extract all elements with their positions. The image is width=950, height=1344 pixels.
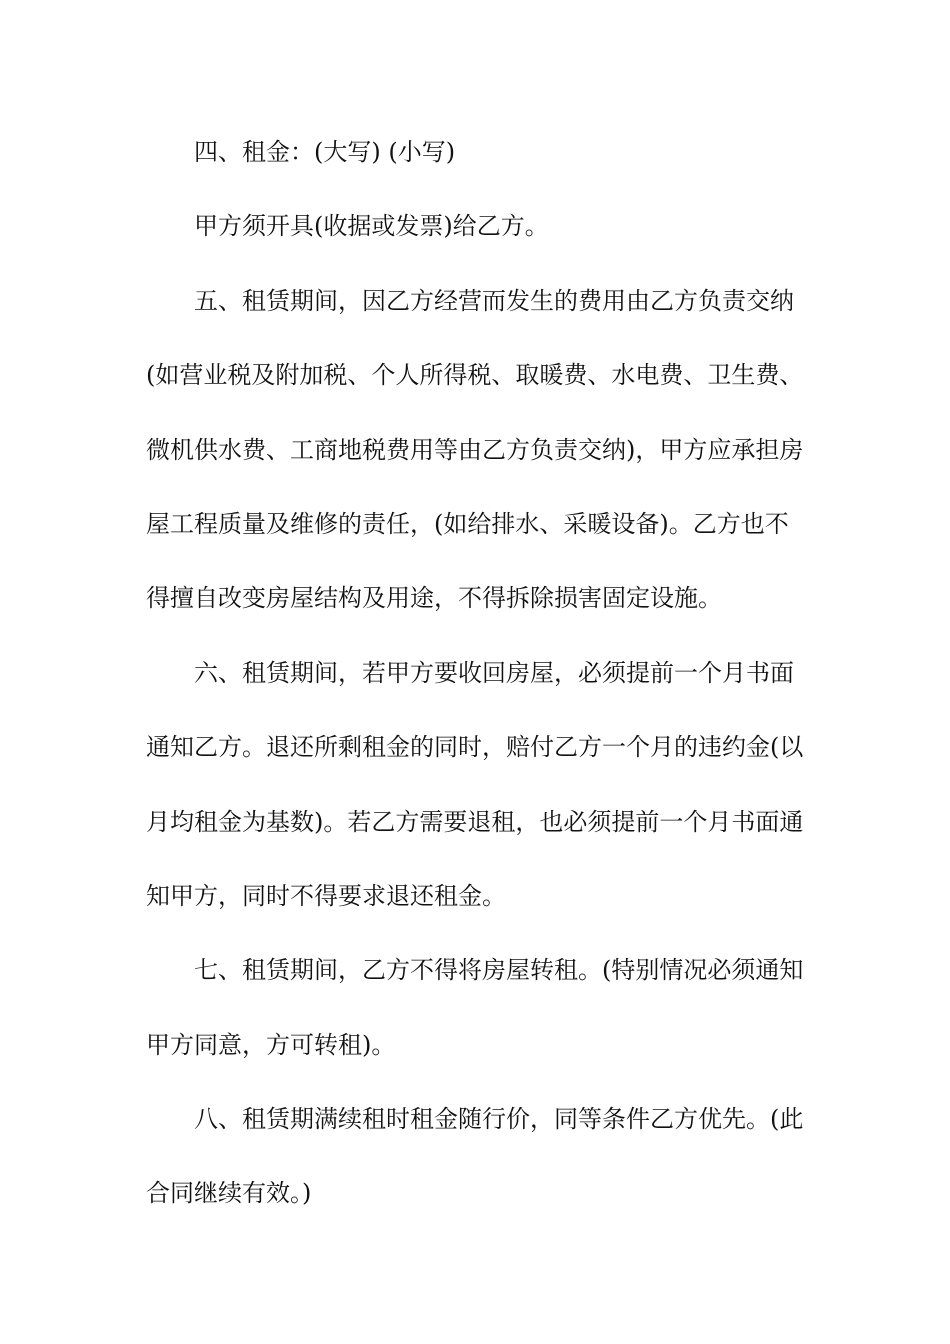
text-line: 甲方须开具(收据或发票)给乙方。 <box>194 212 549 241</box>
text-line: 五、租赁期间，因乙方经营而发生的费用由乙方负责交纳 <box>194 286 794 315</box>
text-line: 得擅自改变房屋结构及用途，不得拆除损害固定设施。 <box>146 584 722 613</box>
text-line: 六、租赁期间，若甲方要收回房屋，必须提前一个月书面 <box>194 658 794 687</box>
text-line: 甲方同意，方可转租)。 <box>146 1030 396 1059</box>
text-line: 月均租金为基数)。若乙方需要退租，也必须提前一个月书面通 <box>146 807 804 836</box>
text-line: 屋工程质量及维修的责任，(如给排水、采暖设备)。乙方也不 <box>146 509 789 538</box>
text-line: 知甲方，同时不得要求退还租金。 <box>146 881 506 910</box>
text-line: 七、租赁期间，乙方不得将房屋转租。(特别情况必须通知 <box>194 956 804 985</box>
text-line: (如营业税及附加税、个人所得税、取暖费、水电费、卫生费、 <box>146 361 804 390</box>
text-line: 微机供水费、工商地税费用等由乙方负责交纳)，甲方应承担房 <box>146 435 804 464</box>
document-body <box>146 122 806 1238</box>
text-line: 八、租赁期满续租时租金随行价，同等条件乙方优先。(此 <box>194 1105 804 1134</box>
text-line: 四、租金：(大写) (小写) <box>194 138 456 166</box>
text-line: 合同继续有效。) <box>146 1179 312 1208</box>
text-line: 通知乙方。退还所剩租金的同时，赔付乙方一个月的违约金(以 <box>146 733 804 762</box>
